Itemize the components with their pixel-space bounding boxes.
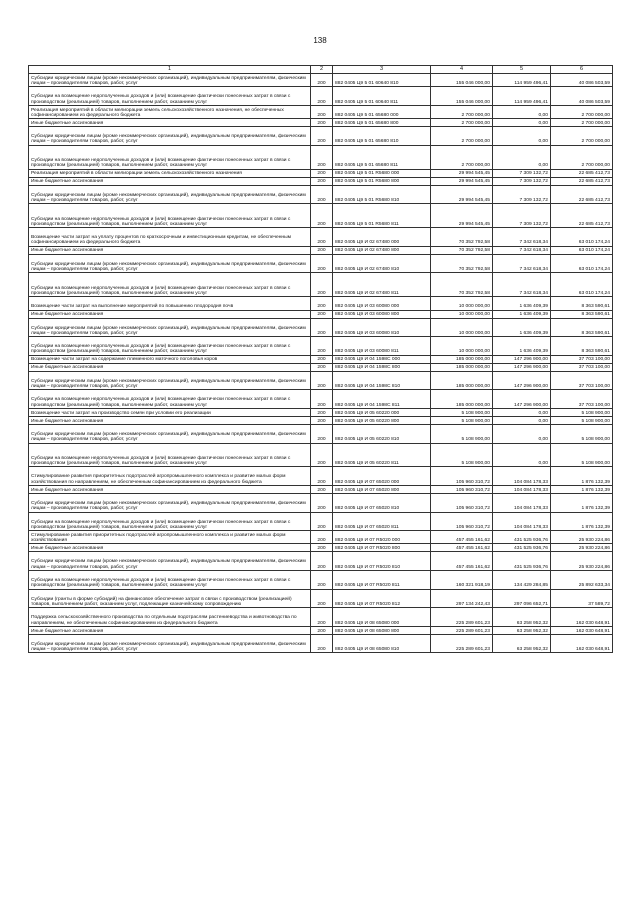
row-line-code: 200 bbox=[311, 531, 333, 544]
row-approved: 185 000 000,00 bbox=[431, 355, 493, 363]
table-row bbox=[29, 105, 613, 118]
row-approved: 457 455 161,62 bbox=[431, 544, 493, 552]
row-remaining: 25 892 633,34 bbox=[551, 571, 613, 590]
row-budget-code: 882 0405 Ц9 И 07 65020 000 bbox=[333, 467, 431, 486]
column-header: 3 bbox=[333, 66, 431, 74]
row-executed: 104 084 178,33 bbox=[493, 493, 551, 512]
table-row bbox=[29, 273, 613, 297]
row-remaining: 63 010 174,24 bbox=[551, 228, 613, 247]
row-name-cell: Субсидии юридическим лицам (кроме некоммерческих организаций), индивидуальным предпринимателям, физическим лицам – производителям товаров, работ, услуг bbox=[29, 552, 311, 571]
table-row bbox=[29, 512, 613, 531]
row-remaining: 25 930 224,86 bbox=[551, 544, 613, 552]
row-budget-code: 882 0405 Ц9 И 04 1598C 811 bbox=[333, 390, 431, 409]
row-remaining: 22 685 412,73 bbox=[551, 185, 613, 204]
row-line-code: 200 bbox=[311, 177, 333, 185]
row-approved: 155 046 000,00 bbox=[431, 74, 493, 87]
row-executed: 1 636 409,39 bbox=[493, 337, 551, 356]
row-line-code: 200 bbox=[311, 493, 333, 512]
row-line-code: 200 bbox=[311, 246, 333, 254]
row-remaining: 8 363 590,61 bbox=[551, 297, 613, 310]
row-line-code: 200 bbox=[311, 363, 333, 371]
row-budget-code: 882 0405 Ц9 5 01 60640 811 bbox=[333, 87, 431, 106]
row-budget-code: 882 0405 Ц9 И 02 67480 800 bbox=[333, 246, 431, 254]
table-row bbox=[29, 127, 613, 146]
row-approved: 5 108 900,00 bbox=[431, 443, 493, 467]
row-name-cell: Иные бюджетные ассигнования bbox=[29, 363, 311, 371]
row-line-code: 200 bbox=[311, 87, 333, 106]
row-remaining: 22 685 412,73 bbox=[551, 177, 613, 185]
row-budget-code: 882 0405 Ц9 И 04 1598C 000 bbox=[333, 355, 431, 363]
row-name-cell: Иные бюджетные ассигнования bbox=[29, 177, 311, 185]
row-line-code: 200 bbox=[311, 127, 333, 146]
row-name-cell: Иные бюджетные ассигнования bbox=[29, 544, 311, 552]
row-approved: 160 321 918,19 bbox=[431, 571, 493, 590]
row-executed: 1 636 409,39 bbox=[493, 297, 551, 310]
table-row bbox=[29, 337, 613, 356]
budget-table bbox=[28, 65, 613, 653]
row-remaining: 37 703 100,00 bbox=[551, 390, 613, 409]
row-line-code: 200 bbox=[311, 297, 333, 310]
table-row bbox=[29, 318, 613, 337]
row-name-cell: Субсидии юридическим лицам (кроме некоммерческих организаций), индивидуальным предпринимателям, физическим лицам – производителям товаров, работ, услуг bbox=[29, 371, 311, 390]
row-name-cell: Субсидии на возмещение недополученных доходов и (или) возмещение фактически понесенных затрат в связи с производством (реализацией) товаров, выполнением работ, оказанием услуг bbox=[29, 390, 311, 409]
row-remaining: 25 930 224,86 bbox=[551, 552, 613, 571]
row-name-cell: Иные бюджетные ассигнования bbox=[29, 246, 311, 254]
table-row bbox=[29, 626, 613, 634]
row-name-cell: Субсидии на возмещение недополученных доходов и (или) возмещение фактически понесенных затрат в связи с производством (реализацией) товаров, выполнением работ, оказанием услуг bbox=[29, 512, 311, 531]
row-executed: 147 296 900,00 bbox=[493, 363, 551, 371]
row-remaining: 1 876 132,39 bbox=[551, 485, 613, 493]
row-remaining: 8 363 590,61 bbox=[551, 310, 613, 318]
row-remaining: 162 030 648,91 bbox=[551, 608, 613, 627]
column-header: 1 bbox=[29, 66, 311, 74]
row-budget-code: 882 0405 Ц9 И 05 60220 800 bbox=[333, 416, 431, 424]
row-line-code: 200 bbox=[311, 552, 333, 571]
row-line-code: 200 bbox=[311, 318, 333, 337]
table-row bbox=[29, 185, 613, 204]
row-approved: 5 108 900,00 bbox=[431, 416, 493, 424]
row-executed: 63 258 952,32 bbox=[493, 626, 551, 634]
table-row bbox=[29, 310, 613, 318]
table-row bbox=[29, 297, 613, 310]
row-budget-code: 882 0405 Ц9 И 08 65080 810 bbox=[333, 634, 431, 653]
row-executed: 7 309 132,72 bbox=[493, 169, 551, 177]
row-approved: 105 960 310,72 bbox=[431, 493, 493, 512]
row-approved: 297 134 242,43 bbox=[431, 589, 493, 608]
row-name-cell: Возмещение части затрат на содержание племенного маточного поголовья коров bbox=[29, 355, 311, 363]
row-name-cell: Иные бюджетные ассигнования bbox=[29, 310, 311, 318]
row-budget-code: 882 0405 Ц9 И 05 60220 810 bbox=[333, 424, 431, 443]
table-row bbox=[29, 371, 613, 390]
row-line-code: 200 bbox=[311, 145, 333, 169]
row-budget-code: 882 0405 Ц9 И 02 67480 810 bbox=[333, 254, 431, 273]
row-approved: 10 000 000,00 bbox=[431, 337, 493, 356]
row-executed: 431 525 936,76 bbox=[493, 531, 551, 544]
row-remaining: 37 589,72 bbox=[551, 589, 613, 608]
row-line-code: 200 bbox=[311, 626, 333, 634]
row-approved: 155 046 000,00 bbox=[431, 87, 493, 106]
row-approved: 29 994 545,45 bbox=[431, 177, 493, 185]
row-executed: 134 429 284,85 bbox=[493, 571, 551, 590]
row-executed: 147 296 900,00 bbox=[493, 371, 551, 390]
row-remaining: 5 108 900,00 bbox=[551, 443, 613, 467]
row-budget-code: 882 0405 Ц9 И 07 R5020 000 bbox=[333, 531, 431, 544]
table-row bbox=[29, 467, 613, 486]
row-budget-code: 882 0405 Ц9 И 07 R5020 810 bbox=[333, 552, 431, 571]
row-approved: 70 352 792,58 bbox=[431, 273, 493, 297]
table-row bbox=[29, 493, 613, 512]
row-executed: 0,00 bbox=[493, 127, 551, 146]
row-budget-code: 882 0405 Ц9 И 03 60080 800 bbox=[333, 310, 431, 318]
row-executed: 1 636 409,39 bbox=[493, 318, 551, 337]
row-budget-code: 882 0405 Ц9 И 03 60080 000 bbox=[333, 297, 431, 310]
row-line-code: 200 bbox=[311, 589, 333, 608]
row-name-cell: Субсидии юридическим лицам (кроме некоммерческих организаций), индивидуальным предпринимателям, физическим лицам – производителям товаров, работ, услуг bbox=[29, 318, 311, 337]
row-approved: 457 455 161,62 bbox=[431, 531, 493, 544]
row-remaining: 37 703 100,00 bbox=[551, 355, 613, 363]
row-line-code: 200 bbox=[311, 424, 333, 443]
table-row bbox=[29, 119, 613, 127]
row-remaining: 2 700 000,00 bbox=[551, 119, 613, 127]
table-row bbox=[29, 544, 613, 552]
row-remaining: 40 086 503,59 bbox=[551, 74, 613, 87]
row-line-code: 200 bbox=[311, 273, 333, 297]
row-name-cell: Субсидии юридическим лицам (кроме некоммерческих организаций), индивидуальным предпринимателям, физическим лицам – производителям товаров, работ, услуг bbox=[29, 127, 311, 146]
row-approved: 2 700 000,00 bbox=[431, 105, 493, 118]
row-name-cell: Субсидии на возмещение недополученных доходов и (или) возмещение фактически понесенных затрат в связи с производством (реализацией) товаров, выполнением работ, оказанием услуг bbox=[29, 87, 311, 106]
row-approved: 185 000 000,00 bbox=[431, 371, 493, 390]
row-budget-code: 882 0405 Ц9 И 07 65020 811 bbox=[333, 512, 431, 531]
row-name-cell: Иные бюджетные ассигнования bbox=[29, 485, 311, 493]
row-executed: 114 959 496,41 bbox=[493, 87, 551, 106]
column-header: 5 bbox=[493, 66, 551, 74]
row-executed: 104 084 178,33 bbox=[493, 485, 551, 493]
row-line-code: 200 bbox=[311, 74, 333, 87]
table-row bbox=[29, 145, 613, 169]
row-remaining: 1 876 132,39 bbox=[551, 467, 613, 486]
row-name-cell: Субсидии юридическим лицам (кроме некоммерческих организаций), индивидуальным предпринимателям, физическим лицам – производителям товаров, работ, услуг bbox=[29, 74, 311, 87]
row-budget-code: 882 0405 Ц9 5 01 R5680 810 bbox=[333, 185, 431, 204]
table-row bbox=[29, 74, 613, 87]
row-name-cell: Субсидии на возмещение недополученных доходов и (или) возмещение фактически понесенных затрат в связи с производством (реализацией) товаров, выполнением работ, оказанием услуг bbox=[29, 443, 311, 467]
row-name-cell: Субсидии на возмещение недополученных доходов и (или) возмещение фактически понесенных затрат в связи с производством (реализацией) товаров, выполнением работ, оказанием услуг bbox=[29, 571, 311, 590]
row-name-cell: Возмещение части затрат на уплату процентов по краткосрочным и инвестиционным кредитам, не обеспеченным софинансированием из федерального бюджета bbox=[29, 228, 311, 247]
row-line-code: 200 bbox=[311, 371, 333, 390]
row-name-cell: Иные бюджетные ассигнования bbox=[29, 416, 311, 424]
row-name-cell: Субсидии на возмещение недополученных доходов и (или) возмещение фактически понесенных затрат в связи с производством (реализацией) товаров, выполнением работ, оказанием услуг bbox=[29, 337, 311, 356]
row-name-cell: Субсидии юридическим лицам (кроме некоммерческих организаций), индивидуальным предпринимателям, физическим лицам – производителям товаров, работ, услуг bbox=[29, 424, 311, 443]
row-line-code: 200 bbox=[311, 485, 333, 493]
row-approved: 185 000 000,00 bbox=[431, 390, 493, 409]
row-approved: 105 960 310,72 bbox=[431, 512, 493, 531]
row-executed: 7 309 132,72 bbox=[493, 185, 551, 204]
row-name-cell: Стимулирование развития приоритетных подотраслей агропромышленного комплекса и развитие малых форм хозяйствования по направлениям, не обеспеченным софинансированием из федерального бюджета bbox=[29, 467, 311, 486]
row-remaining: 5 108 900,00 bbox=[551, 416, 613, 424]
row-line-code: 200 bbox=[311, 228, 333, 247]
row-budget-code: 882 0405 Ц9 И 04 1598C 810 bbox=[333, 371, 431, 390]
row-budget-code: 882 0405 Ц9 И 08 65080 800 bbox=[333, 626, 431, 634]
row-remaining: 162 030 648,91 bbox=[551, 634, 613, 653]
table-row bbox=[29, 408, 613, 416]
row-remaining: 22 685 412,73 bbox=[551, 204, 613, 228]
row-name-cell: Субсидии (гранты в форме субсидий) на финансовое обеспечение затрат в связи с производством (реализацией) товаров, выполнением работ, оказанием услуг, подлежащие казначейскому сопровождению bbox=[29, 589, 311, 608]
table-row bbox=[29, 531, 613, 544]
row-approved: 10 000 000,00 bbox=[431, 318, 493, 337]
row-executed: 7 342 618,34 bbox=[493, 246, 551, 254]
row-executed: 0,00 bbox=[493, 424, 551, 443]
row-executed: 63 258 952,32 bbox=[493, 634, 551, 653]
row-executed: 0,00 bbox=[493, 145, 551, 169]
row-approved: 2 700 000,00 bbox=[431, 119, 493, 127]
row-approved: 29 994 545,45 bbox=[431, 169, 493, 177]
row-executed: 104 084 178,33 bbox=[493, 467, 551, 486]
row-budget-code: 882 0405 Ц9 5 01 R5680 800 bbox=[333, 177, 431, 185]
row-executed: 7 309 132,72 bbox=[493, 177, 551, 185]
row-executed: 63 258 952,32 bbox=[493, 608, 551, 627]
row-name-cell: Субсидии юридическим лицам (кроме некоммерческих организаций), индивидуальным предпринимателям, физическим лицам – производителям товаров, работ, услуг bbox=[29, 634, 311, 653]
row-remaining: 22 685 412,73 bbox=[551, 169, 613, 177]
row-remaining: 63 010 174,24 bbox=[551, 273, 613, 297]
row-line-code: 200 bbox=[311, 608, 333, 627]
table-row bbox=[29, 169, 613, 177]
row-budget-code: 882 0405 Ц9 5 01 R5680 000 bbox=[333, 169, 431, 177]
row-name-cell: Субсидии на возмещение недополученных доходов и (или) возмещение фактически понесенных затрат в связи с производством (реализацией) товаров, выполнением работ, оказанием услуг bbox=[29, 145, 311, 169]
row-executed: 104 084 178,33 bbox=[493, 512, 551, 531]
row-remaining: 37 703 100,00 bbox=[551, 371, 613, 390]
column-header: 2 bbox=[311, 66, 333, 74]
row-executed: 114 959 496,41 bbox=[493, 74, 551, 87]
row-budget-code: 882 0405 Ц9 5 01 65680 811 bbox=[333, 145, 431, 169]
table-row bbox=[29, 608, 613, 627]
page-number: 138 bbox=[313, 36, 327, 45]
row-name-cell: Иные бюджетные ассигнования bbox=[29, 626, 311, 634]
row-remaining: 40 086 503,59 bbox=[551, 87, 613, 106]
row-executed: 147 296 900,00 bbox=[493, 355, 551, 363]
row-budget-code: 882 0405 Ц9 И 02 67480 000 bbox=[333, 228, 431, 247]
table-row bbox=[29, 204, 613, 228]
row-executed: 0,00 bbox=[493, 408, 551, 416]
row-budget-code: 882 0405 Ц9 И 07 65020 810 bbox=[333, 493, 431, 512]
table-row bbox=[29, 254, 613, 273]
row-remaining: 162 030 648,91 bbox=[551, 626, 613, 634]
row-approved: 29 994 545,45 bbox=[431, 204, 493, 228]
row-approved: 5 108 900,00 bbox=[431, 408, 493, 416]
row-approved: 29 994 545,45 bbox=[431, 185, 493, 204]
row-approved: 185 000 000,00 bbox=[431, 363, 493, 371]
column-header: 4 bbox=[431, 66, 493, 74]
row-budget-code: 882 0405 Ц9 И 08 65080 000 bbox=[333, 608, 431, 627]
table-row bbox=[29, 87, 613, 106]
row-remaining: 2 700 000,00 bbox=[551, 105, 613, 118]
row-approved: 5 108 900,00 bbox=[431, 424, 493, 443]
row-budget-code: 882 0405 Ц9 И 05 60220 000 bbox=[333, 408, 431, 416]
row-line-code: 200 bbox=[311, 204, 333, 228]
row-budget-code: 882 0405 Ц9 И 07 R5020 812 bbox=[333, 589, 431, 608]
row-name-cell: Реализация мероприятий в области мелиорации земель сельскохозяйственного назначения bbox=[29, 169, 311, 177]
table-row bbox=[29, 246, 613, 254]
row-remaining: 2 700 000,00 bbox=[551, 127, 613, 146]
row-approved: 2 700 000,00 bbox=[431, 145, 493, 169]
row-line-code: 200 bbox=[311, 544, 333, 552]
row-remaining: 1 876 132,39 bbox=[551, 493, 613, 512]
row-executed: 7 309 132,72 bbox=[493, 204, 551, 228]
row-approved: 2 700 000,00 bbox=[431, 127, 493, 146]
row-executed: 0,00 bbox=[493, 119, 551, 127]
row-line-code: 200 bbox=[311, 254, 333, 273]
row-name-cell: Стимулирование развития приоритетных подотраслей агропромышленного комплекса и развитие малых форм хозяйствования bbox=[29, 531, 311, 544]
table-row bbox=[29, 552, 613, 571]
row-line-code: 200 bbox=[311, 467, 333, 486]
row-remaining: 1 876 132,39 bbox=[551, 512, 613, 531]
row-line-code: 200 bbox=[311, 185, 333, 204]
row-budget-code: 882 0405 Ц9 5 01 60640 810 bbox=[333, 74, 431, 87]
row-executed: 1 636 409,39 bbox=[493, 310, 551, 318]
row-approved: 105 960 310,72 bbox=[431, 467, 493, 486]
table-row bbox=[29, 416, 613, 424]
row-line-code: 200 bbox=[311, 105, 333, 118]
row-approved: 10 000 000,00 bbox=[431, 310, 493, 318]
row-line-code: 200 bbox=[311, 337, 333, 356]
row-approved: 10 000 000,00 bbox=[431, 297, 493, 310]
row-budget-code: 882 0405 Ц9 И 02 67480 811 bbox=[333, 273, 431, 297]
row-name-cell: Субсидии на возмещение недополученных доходов и (или) возмещение фактически понесенных затрат в связи с производством (реализацией) товаров, выполнением работ, оказанием услуг bbox=[29, 204, 311, 228]
row-line-code: 200 bbox=[311, 390, 333, 409]
row-budget-code: 882 0405 Ц9 И 03 60080 811 bbox=[333, 337, 431, 356]
row-remaining: 5 108 900,00 bbox=[551, 424, 613, 443]
row-remaining: 37 703 100,00 bbox=[551, 363, 613, 371]
row-executed: 297 096 652,71 bbox=[493, 589, 551, 608]
table-row bbox=[29, 177, 613, 185]
row-budget-code: 882 0405 Ц9 5 01 65680 000 bbox=[333, 105, 431, 118]
table-row bbox=[29, 443, 613, 467]
row-approved: 105 960 310,72 bbox=[431, 485, 493, 493]
row-executed: 0,00 bbox=[493, 416, 551, 424]
row-line-code: 200 bbox=[311, 634, 333, 653]
row-line-code: 200 bbox=[311, 355, 333, 363]
column-header: 6 bbox=[551, 66, 613, 74]
row-budget-code: 882 0405 Ц9 И 07 65020 800 bbox=[333, 485, 431, 493]
row-remaining: 8 363 590,61 bbox=[551, 318, 613, 337]
row-remaining: 25 930 224,86 bbox=[551, 531, 613, 544]
row-budget-code: 882 0405 Ц9 5 01 65680 800 bbox=[333, 119, 431, 127]
row-name-cell: Возмещение части затрат на выполнение мероприятий по повышению плодородия почв bbox=[29, 297, 311, 310]
row-line-code: 200 bbox=[311, 416, 333, 424]
row-name-cell: Субсидии на возмещение недополученных доходов и (или) возмещение фактически понесенных затрат в связи с производством (реализацией) товаров, выполнением работ, оказанием услуг bbox=[29, 273, 311, 297]
row-line-code: 200 bbox=[311, 571, 333, 590]
row-approved: 70 352 792,58 bbox=[431, 254, 493, 273]
row-executed: 431 525 936,76 bbox=[493, 552, 551, 571]
row-remaining: 2 700 000,00 bbox=[551, 145, 613, 169]
row-budget-code: 882 0405 Ц9 5 01 R5680 811 bbox=[333, 204, 431, 228]
table-row bbox=[29, 355, 613, 363]
row-name-cell: Субсидии юридическим лицам (кроме некоммерческих организаций), индивидуальным предпринимателям, физическим лицам – производителям товаров, работ, услуг bbox=[29, 185, 311, 204]
table-row bbox=[29, 228, 613, 247]
row-budget-code: 882 0405 Ц9 И 03 60080 810 bbox=[333, 318, 431, 337]
row-approved: 457 455 161,62 bbox=[431, 552, 493, 571]
row-executed: 431 525 936,76 bbox=[493, 544, 551, 552]
row-approved: 225 289 601,23 bbox=[431, 634, 493, 653]
row-approved: 70 352 792,58 bbox=[431, 228, 493, 247]
row-executed: 0,00 bbox=[493, 105, 551, 118]
row-name-cell: Субсидии юридическим лицам (кроме некоммерческих организаций), индивидуальным предпринимателям, физическим лицам – производителям товаров, работ, услуг bbox=[29, 254, 311, 273]
row-remaining: 5 108 900,00 bbox=[551, 408, 613, 416]
row-executed: 7 342 618,34 bbox=[493, 228, 551, 247]
table-row bbox=[29, 571, 613, 590]
row-remaining: 63 010 174,24 bbox=[551, 254, 613, 273]
row-line-code: 200 bbox=[311, 169, 333, 177]
row-budget-code: 882 0405 Ц9 И 07 R5020 800 bbox=[333, 544, 431, 552]
row-executed: 147 296 900,00 bbox=[493, 390, 551, 409]
row-name-cell: Поддержка сельскохозяйственного производства по отдельным подотраслям растениеводства и животноводства по направлениям, не обеспеченным софинансированием из федерального бюджета bbox=[29, 608, 311, 627]
row-budget-code: 882 0405 Ц9 И 07 R5020 811 bbox=[333, 571, 431, 590]
row-name-cell: Возмещение части затрат на производство семян при условии его реализации bbox=[29, 408, 311, 416]
table-row bbox=[29, 634, 613, 653]
row-line-code: 200 bbox=[311, 119, 333, 127]
row-budget-code: 882 0405 Ц9 5 01 65680 810 bbox=[333, 127, 431, 146]
table-row bbox=[29, 589, 613, 608]
row-remaining: 8 363 590,61 bbox=[551, 337, 613, 356]
row-approved: 225 289 601,23 bbox=[431, 608, 493, 627]
row-name-cell: Субсидии юридическим лицам (кроме некоммерческих организаций), индивидуальным предпринимателям, физическим лицам – производителям товаров, работ, услуг bbox=[29, 493, 311, 512]
row-approved: 70 352 792,58 bbox=[431, 246, 493, 254]
table-header-row bbox=[29, 66, 613, 74]
row-name-cell: Реализация мероприятий в области мелиорации земель сельскохозяйственного назначения, не обеспеченных софинансированием из федерального бюджета bbox=[29, 105, 311, 118]
row-line-code: 200 bbox=[311, 310, 333, 318]
table-row bbox=[29, 390, 613, 409]
row-line-code: 200 bbox=[311, 443, 333, 467]
row-name-cell: Иные бюджетные ассигнования bbox=[29, 119, 311, 127]
row-executed: 7 342 618,34 bbox=[493, 254, 551, 273]
table-row bbox=[29, 363, 613, 371]
row-approved: 225 289 601,23 bbox=[431, 626, 493, 634]
row-budget-code: 882 0405 Ц9 И 04 1598C 800 bbox=[333, 363, 431, 371]
row-budget-code: 882 0405 Ц9 И 05 60220 811 bbox=[333, 443, 431, 467]
row-line-code: 200 bbox=[311, 408, 333, 416]
row-executed: 7 342 618,34 bbox=[493, 273, 551, 297]
row-executed: 0,00 bbox=[493, 443, 551, 467]
row-remaining: 63 010 174,24 bbox=[551, 246, 613, 254]
row-line-code: 200 bbox=[311, 512, 333, 531]
table-row bbox=[29, 424, 613, 443]
table-row bbox=[29, 485, 613, 493]
